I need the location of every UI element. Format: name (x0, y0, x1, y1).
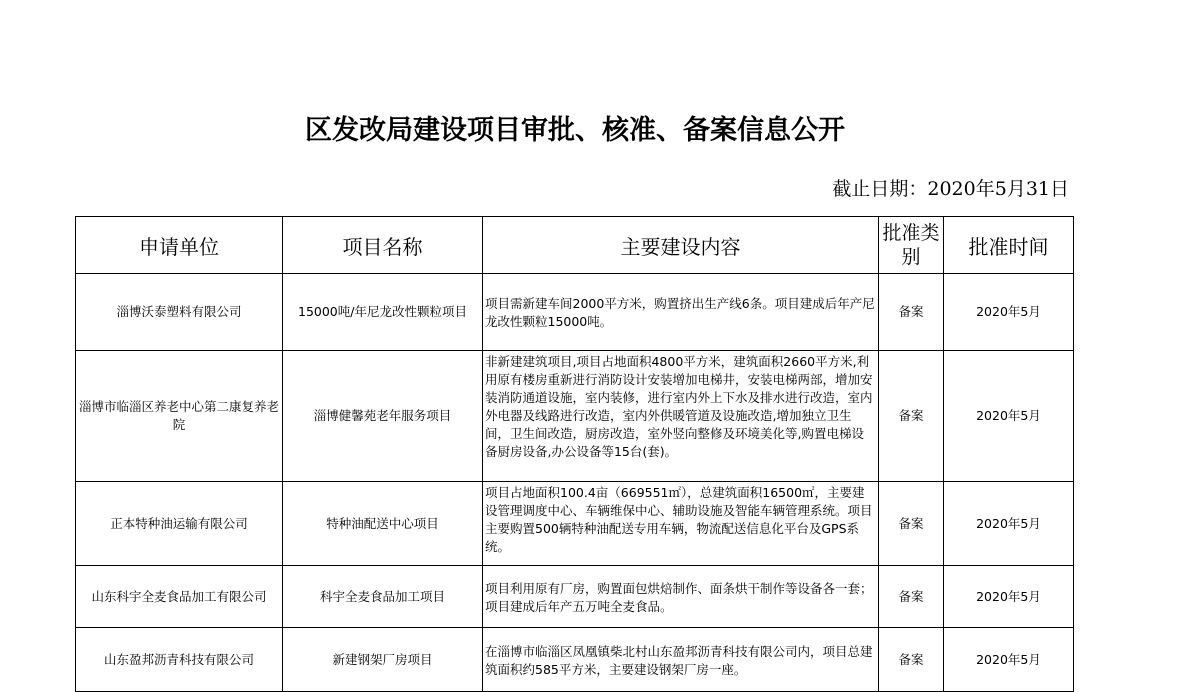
cell-project-name: 新建钢架厂房项目 (283, 628, 483, 692)
cutoff-date: 截止日期：2020年5月31日 (832, 178, 1069, 200)
header-approval-time: 批准时间 (944, 217, 1074, 274)
cell-approval-time: 2020年5月 (944, 482, 1074, 566)
table-row (76, 482, 1074, 566)
cell-main-content: 非新建建筑项目,项目占地面积4800平方米，建筑面积2660平方米,利用原有楼房重新进行消防设计安装增加电梯井，安装电梯两部，增加安装消防通道设施，室内装修，进行室内外上下水及排水进行改造，室内外电器及线路进行改造，室内外供暖管道及设施改造,增加独立卫生间，卫生间改造，厨房改造，室外竖向整修及环境美化等,购置电梯设备厨房设备,办公设备等15台(套)。 (483, 351, 879, 482)
table-header-row (76, 217, 1074, 274)
cell-main-content: 项目占地面积100.4亩（669551㎡），总建筑面积16500㎡，主要建设管理调度中心、车辆维保中心、辅助设施及智能车辆管理系统。项目主要购置500辆特种油配送专用车辆，物流配送信息化平台及GPS系统。 (483, 482, 879, 566)
cell-approval-category: 备案 (879, 351, 944, 482)
header-project-name: 项目名称 (283, 217, 483, 274)
table-row (76, 274, 1074, 351)
cell-applicant: 淄博市临淄区养老中心第二康复养老院 (76, 351, 283, 482)
cell-approval-time: 2020年5月 (944, 274, 1074, 351)
cell-approval-time: 2020年5月 (944, 351, 1074, 482)
cell-applicant: 正本特种油运输有限公司 (76, 482, 283, 566)
cell-approval-category: 备案 (879, 566, 944, 628)
table-row (76, 351, 1074, 482)
cell-main-content: 项目利用原有厂房，购置面包烘焙制作、面条烘干制作等设备各一套；项目建成后年产五万吨全麦食品。 (483, 566, 879, 628)
cell-main-content: 在淄博市临淄区凤凰镇柴北村山东盈邦沥青科技有限公司内，项目总建筑面积约585平方米，主要建设钢架厂房一座。 (483, 628, 879, 692)
header-approval-category: 批准类别 (879, 217, 944, 274)
projects-table (75, 216, 1074, 692)
cell-approval-category: 备案 (879, 628, 944, 692)
header-applicant: 申请单位 (76, 217, 283, 274)
cell-main-content: 项目需新建车间2000平方米，购置挤出生产线6条。项目建成后年产尼龙改性颗粒15000吨。 (483, 274, 879, 351)
cell-project-name: 15000吨/年尼龙改性颗粒项目 (283, 274, 483, 351)
cell-applicant: 淄博沃泰塑料有限公司 (76, 274, 283, 351)
header-main-content: 主要建设内容 (483, 217, 879, 274)
cell-approval-category: 备案 (879, 274, 944, 351)
cell-applicant: 山东盈邦沥青科技有限公司 (76, 628, 283, 692)
table-row (76, 566, 1074, 628)
cell-project-name: 特种油配送中心项目 (283, 482, 483, 566)
cell-project-name: 科宇全麦食品加工项目 (283, 566, 483, 628)
cell-project-name: 淄博健馨苑老年服务项目 (283, 351, 483, 482)
cell-applicant: 山东科宇全麦食品加工有限公司 (76, 566, 283, 628)
table-row (76, 628, 1074, 692)
page-title: 区发改局建设项目审批、核准、备案信息公开 (305, 115, 845, 146)
cell-approval-time: 2020年5月 (944, 566, 1074, 628)
cell-approval-time: 2020年5月 (944, 628, 1074, 692)
cell-approval-category: 备案 (879, 482, 944, 566)
